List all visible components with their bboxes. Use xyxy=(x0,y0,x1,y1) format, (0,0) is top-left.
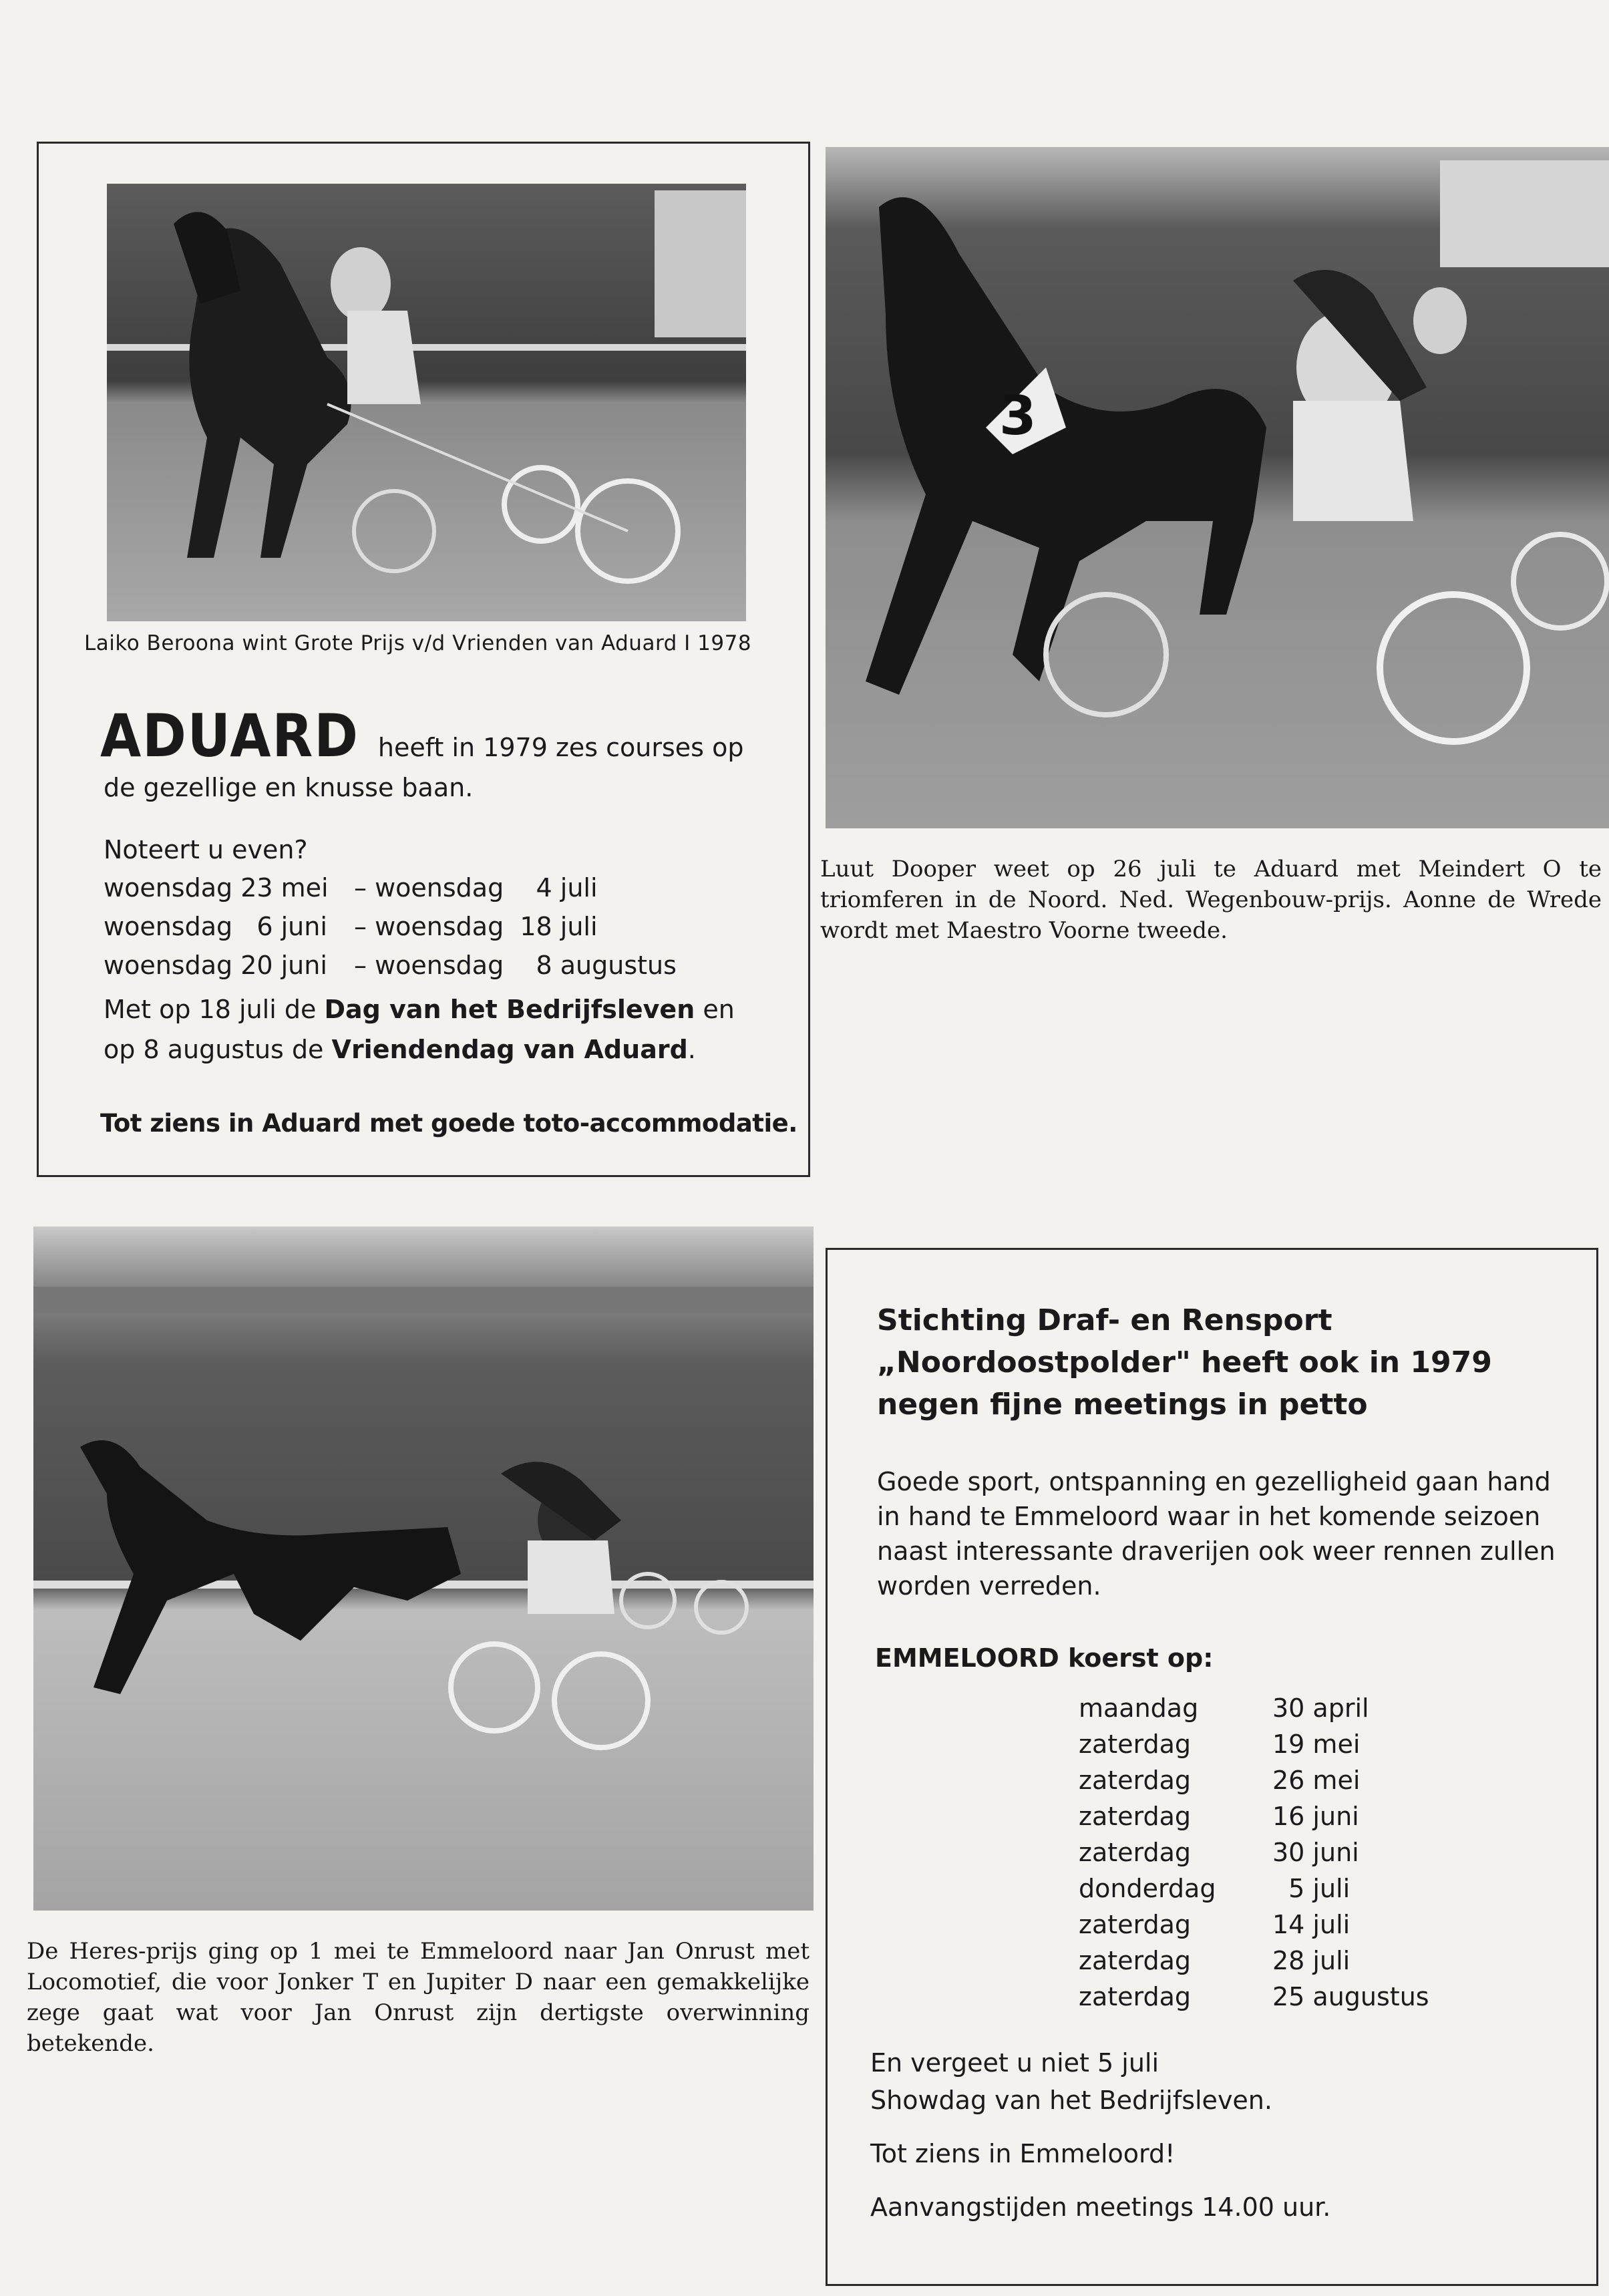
onrust-caption: De Heres-prijs ging op 1 mei te Emmeloord naar Jan Onrust met Locomotief, die voor Jonker T en Jupiter D naar een gemakkelijke zege gaat wat voor Jan Onrust zijn dertigste overwinning betekende. xyxy=(27,1938,810,2057)
schedule-date: 26 mei xyxy=(1272,1766,1361,1795)
emmeloord-reminder-line2: Showdag van het Bedrijfsleven. xyxy=(870,2086,1272,2115)
aduard-headline: ADUARD xyxy=(100,701,359,770)
dooper-race-photo xyxy=(826,147,1609,828)
schedule-date: 16 juni xyxy=(1272,1802,1359,1831)
aduard-intro xyxy=(100,701,781,770)
onrust-race-photo xyxy=(33,1226,814,1911)
emmeloord-reminder-line1: En vergeet u niet 5 juli xyxy=(870,2048,1159,2078)
emmeloord-paragraph: Goede sport, ontspanning en gezelligheid gaan hand in hand te Emmeloord waar in het komende seizoen naast interessante draverijen ook weer rennen zullen worden verreden. xyxy=(877,1467,1556,1601)
schedule-date: 5 juli xyxy=(1272,1874,1351,1903)
schedule-day: zaterdag xyxy=(1079,1766,1191,1795)
emmeloord-start-times: Aanvangstijden meetings 14.00 uur. xyxy=(870,2192,1331,2222)
aduard-date-left: woensdag 6 juni xyxy=(104,912,327,941)
schedule-day: zaterdag xyxy=(1079,1910,1191,1939)
aduard-note-vriendendag xyxy=(104,1030,696,1069)
aduard-note-bedrijfsleven xyxy=(104,990,735,1029)
schedule-date: 19 mei xyxy=(1272,1730,1361,1759)
emmeloord-heading-line1: Stichting Draf- en Rensport xyxy=(877,1303,1332,1337)
schedule-date: 30 juni xyxy=(1272,1838,1359,1867)
schedule-date: 14 juli xyxy=(1272,1910,1351,1939)
schedule-date: 25 augustus xyxy=(1272,1982,1429,2011)
schedule-date: 30 april xyxy=(1272,1693,1369,1723)
aduard-date-left: woensdag 23 mei xyxy=(104,873,329,903)
schedule-day: zaterdag xyxy=(1079,1838,1191,1867)
aduard-note2-pre: op 8 augustus de xyxy=(104,1035,332,1064)
aduard-note1-pre: Met op 18 juli de xyxy=(104,995,325,1024)
aduard-intro-line2: de gezellige en knusse baan. xyxy=(104,773,474,802)
aduard-question: Noteert u even? xyxy=(104,835,308,864)
aduard-note1-bold: Dag van het Bedrijfsleven xyxy=(324,995,695,1024)
aduard-race-photo xyxy=(107,184,746,621)
schedule-day: donderdag xyxy=(1079,1874,1216,1903)
aduard-note2-post: . xyxy=(687,1035,696,1064)
aduard-date-left: woensdag 20 juni xyxy=(104,951,327,980)
dooper-caption: Luut Dooper weet op 26 juli te Aduard met Meindert O te triomferen in de Noord. Ned. Wegenbouw-prijs. Aonne de Wrede wordt met Maestro Voorne tweede. xyxy=(820,856,1602,944)
emmeloord-heading-line2: „Noordoostpolder" heeft ook in 1979 xyxy=(877,1345,1492,1379)
aduard-date-right: – woensdag 8 augustus xyxy=(354,951,677,980)
schedule-day: zaterdag xyxy=(1079,1802,1191,1831)
aduard-date-right: – woensdag 4 juli xyxy=(354,873,598,903)
aduard-date-right: – woensdag 18 juli xyxy=(354,912,598,941)
aduard-closing-line: Tot ziens in Aduard met goede toto-accommodatie. xyxy=(100,1109,797,1138)
schedule-date: 28 juli xyxy=(1272,1946,1351,1975)
emmeloord-heading xyxy=(877,1299,1492,1426)
aduard-photo-caption: Laiko Beroona wint Grote Prijs v/d Vrienden van Aduard I 1978 xyxy=(84,631,752,655)
aduard-note1-post: en xyxy=(695,995,735,1024)
aduard-note2-bold: Vriendendag van Aduard xyxy=(331,1035,688,1064)
emmeloord-heading-line3: negen fijne meetings in petto xyxy=(877,1387,1368,1422)
dooper-bib-number: 3 xyxy=(999,385,1037,447)
schedule-day: maandag xyxy=(1079,1693,1199,1723)
emmeloord-goodbye: Tot ziens in Emmeloord! xyxy=(870,2139,1176,2168)
schedule-day: zaterdag xyxy=(1079,1730,1191,1759)
schedule-day: zaterdag xyxy=(1079,1946,1191,1975)
schedule-day: zaterdag xyxy=(1079,1982,1191,2011)
aduard-intro-tail: heeft in 1979 zes courses op xyxy=(377,733,744,762)
emmeloord-schedule-title: EMMELOORD koerst op: xyxy=(875,1643,1214,1673)
emmeloord-reminder xyxy=(870,2044,1272,2119)
